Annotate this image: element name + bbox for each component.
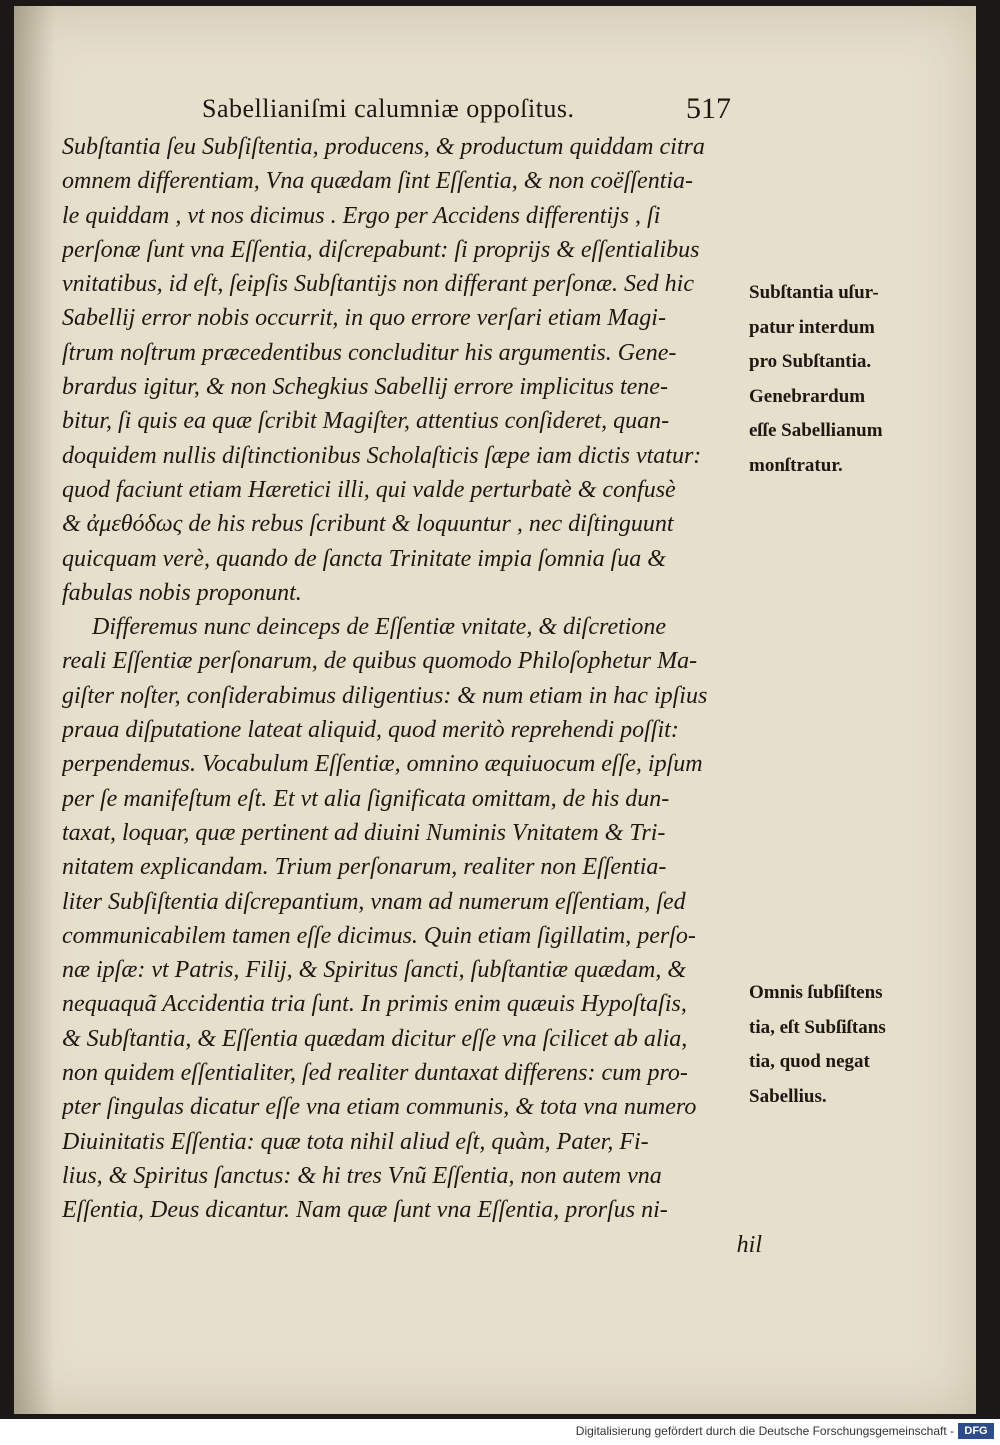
text-line: & Subſtantia, & Eſſentia quædam dicitur eſſe vna ſcilicet ab alia, (62, 1025, 688, 1052)
margin-note-line: tia, quod negat (749, 1051, 870, 1072)
text-line: fabulas nobis proponunt. (62, 579, 302, 606)
margin-note-line: Genebrardum (749, 385, 866, 407)
text-line: taxat, loquar, quæ pertinent ad diuini Numinis Vnitatem & Tri- (62, 819, 666, 846)
text-line: nequaquã Accidentia tria ſunt. In primis enim quæuis Hypoſtaſis, (62, 991, 687, 1018)
text-line: nitatem explicandam. Trium perſonarum, realiter non Eſſentia- (62, 854, 667, 881)
text-line: quod faciunt etiam Hæretici illi, qui valde perturbatè & confusè (62, 476, 676, 503)
paragraph-start-line: Differemus nunc deinceps de Eſſentiæ vnitate, & diſcretione (92, 614, 667, 641)
margin-note-sabellianism (749, 276, 974, 483)
text-line: næ ipſæ: vt Patris, Filij, & Spiritus ſancti, ſubſtantiæ quædam, & (62, 957, 687, 984)
text-line: Subſtantia ſeu Subſiſtentia, producens, & productum quiddam citra (62, 134, 705, 160)
text-line: pter ſingulas dicatur eſſe vna etiam communis, & tota vna numero (62, 1094, 697, 1121)
body-text (62, 130, 762, 1262)
text-line: Eſſentia, Deus dicantur. Nam quæ ſunt vna Eſſentia, prorſus ni- (62, 1197, 668, 1224)
page-number: 517 (686, 92, 731, 125)
margin-note-subsistentia (749, 976, 974, 1114)
text-line: doquidem nullis diſtinctionibus Scholaſticis ſæpe iam dictis vtatur: (62, 442, 702, 469)
text-line: communicabilem tamen eſſe dicimus. Quin etiam ſigillatim, perſo- (62, 922, 696, 949)
book-page (14, 6, 976, 1414)
digitization-footer (0, 1419, 1000, 1445)
margin-note-line: pro Subſtantia. (749, 351, 872, 372)
text-line: per ſe manifeſtum eſt. Et vt alia ſignificata omittam, de his dun- (62, 785, 670, 812)
text-line: Sabellij error nobis occurrit, in quo errore verſari etiam Magi- (62, 305, 666, 332)
running-title: Sabellianiſmi calumniæ oppoſitus. (202, 94, 575, 123)
dfg-logo-icon: DFG (958, 1423, 994, 1439)
margin-note-line: Sabellius. (749, 1085, 827, 1107)
text-line: & ἀμεθόδως de his rebus ſcribunt & loquuntur , nec diſtinguunt (62, 511, 674, 538)
catchword: hil (736, 1231, 762, 1258)
text-line: perpendemus. Vocabulum Eſſentiæ, omnino æquiuocum eſſe, ipſum (62, 751, 703, 778)
margin-note-line: patur interdum (749, 316, 875, 338)
margin-note-line: Omnis ſubſiſtens (749, 982, 883, 1003)
funding-credit: Digitalisierung gefördert durch die Deutsche Forschungsgemeinschaft - (575, 1424, 954, 1438)
text-line: non quidem eſſentialiter, ſed realiter duntaxat differens: cum pro- (62, 1060, 688, 1087)
text-line: liter Subſiſtentia diſcrepantium, vnam ad numerum eſſentiam, ſed (62, 888, 686, 915)
margin-note-line: Subſtantia uſur- (749, 282, 879, 303)
page-header (14, 92, 976, 132)
gutter-shadow (14, 6, 54, 1414)
text-line: le quiddam , vt nos dicimus . Ergo per Accidens differentijs , ſi (62, 202, 661, 229)
margin-note-line: monſtratur. (749, 454, 843, 476)
text-line: lius, & Spiritus ſanctus: & hi tres Vnũ Eſſentia, non autem vna (62, 1162, 662, 1189)
text-line: Diuinitatis Eſſentia: quæ tota nihil aliud eſt, quàm, Pater, Fi- (62, 1128, 649, 1155)
text-line: omnem differentiam, Vna quædam ſint Eſſentia, & non coëſſentia- (62, 168, 694, 195)
margin-note-line: tia, eſt Subſiſtans (749, 1016, 886, 1038)
text-line: bitur, ſi quis ea quæ ſcribit Magiſter, attentius conſideret, quan- (62, 408, 670, 435)
text-line: perſonæ ſunt vna Eſſentia, diſcrepabunt: ſi proprijs & eſſentialibus (62, 236, 700, 263)
text-line: giſter noſter, conſiderabimus diligentius: & num etiam in hac ipſius (62, 682, 708, 709)
text-line: brardus igitur, & non Schegkius Sabellij errore implicitus tene- (62, 374, 668, 401)
text-line: vnitatibus, id eſt, ſeipſis Subſtantijs non differant perſonæ. Sed hic (62, 271, 694, 298)
text-line: quicquam verè, quando de ſancta Trinitate impia ſomnia ſua & (62, 545, 666, 572)
text-line: reali Eſſentiæ perſonarum, de quibus quomodo Philoſophetur Ma- (62, 648, 698, 675)
text-line: praua diſputatione lateat aliquid, quod meritò reprehendi poſſit: (62, 717, 679, 744)
margin-note-line: eſſe Sabellianum (749, 420, 883, 441)
text-line: ſtrum noſtrum præcedentibus concluditur his argumentis. Gene- (62, 339, 677, 366)
